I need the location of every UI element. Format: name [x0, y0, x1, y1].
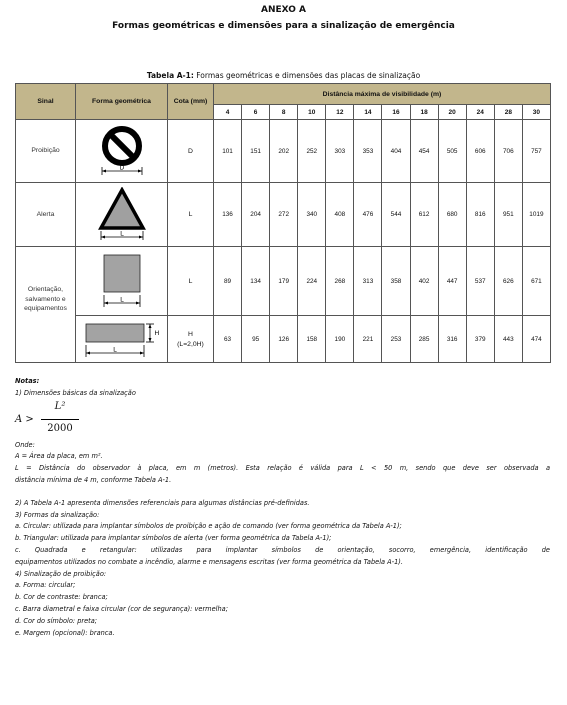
distance-header: 30 [522, 105, 550, 120]
value-cell: 671 [522, 247, 550, 316]
table-row-retangular [16, 316, 551, 363]
notes-heading: Notas: [15, 377, 40, 385]
value-cell: 126 [270, 316, 298, 363]
value-cell: 757 [522, 120, 550, 183]
value-cell: 285 [410, 316, 438, 363]
shape-dimension-label: D [119, 164, 124, 172]
distance-header: 18 [410, 105, 438, 120]
dimensions-table [15, 83, 551, 363]
note-onde: Onde: [15, 440, 35, 449]
header-sinal: Sinal [16, 84, 76, 120]
note-4d: d. Cor do símbolo: preta; [15, 616, 98, 625]
value-cell: 454 [410, 120, 438, 183]
header-distancia: Distância máxima de visibilidade (m) [214, 84, 551, 105]
formula-numerator: L² [54, 400, 66, 412]
distance-header: 16 [382, 105, 410, 120]
note-3c-line1: c. Quadrada e retangular: utilizadas para implantar símbolos de orientação, socorro, emergência, identificação de [15, 545, 550, 554]
note-3b: b. Triangular: utilizada para implantar símbolos de alerta (ver forma geométrica da Tabela A-1); [15, 534, 332, 543]
value-cell: 268 [326, 247, 354, 316]
value-cell: 202 [270, 120, 298, 183]
square-sign-icon [94, 251, 150, 311]
value-cell: 224 [298, 247, 326, 316]
warning-triangle-icon [94, 187, 150, 243]
value-cell: 816 [466, 183, 494, 247]
distance-header: 14 [354, 105, 382, 120]
distance-header: 28 [494, 105, 522, 120]
value-cell: 404 [382, 120, 410, 183]
value-cell: 951 [494, 183, 522, 247]
value-cell: 505 [438, 120, 466, 183]
annex-subtitle: Formas geométricas e dimensões para a sinalização de emergência [112, 21, 455, 31]
value-cell: 612 [410, 183, 438, 247]
formula-lhs: A > [15, 413, 34, 425]
note-def-a: A = Área da placa, em m². [15, 452, 103, 461]
value-cell: 252 [298, 120, 326, 183]
shape-dimension-label-h: H [154, 330, 159, 337]
cota-value: H [188, 330, 193, 338]
value-cell: 313 [354, 247, 382, 316]
note-3c-line2: equipamentos utilizados no combate a incêndio, alarme e mensagens escritas (ver forma geométrica da Tabela A-1). [15, 557, 403, 566]
sinal-cell: Orientação, salvamento e equipamentos [16, 247, 76, 363]
value-cell: 253 [382, 316, 410, 363]
header-forma: Forma geométrica [76, 84, 168, 120]
value-cell: 402 [410, 247, 438, 316]
note-def-l-line2: distância mínima de 4 m, conforme Tabela A-1. [15, 475, 172, 484]
note-3-heading: 3) Formas da sinalização: [15, 510, 100, 519]
shape-dimension-label: L [112, 346, 117, 354]
value-cell: 447 [438, 247, 466, 316]
value-cell: 95 [242, 316, 270, 363]
value-cell: 706 [494, 120, 522, 183]
value-cell: 101 [214, 120, 242, 183]
distance-header: 20 [438, 105, 466, 120]
prohibition-circle-icon [94, 123, 150, 179]
table-row-alerta [16, 183, 551, 247]
value-cell: 474 [522, 316, 550, 363]
cota-cell: L [168, 247, 214, 316]
table-caption-label: Tabela A-1: [146, 71, 194, 80]
note-2: 2) A Tabela A-1 apresenta dimensões referenciais para algumas distâncias pré-definidas. [15, 498, 310, 507]
value-cell: 151 [242, 120, 270, 183]
distance-header: 6 [242, 105, 270, 120]
note-4e: e. Margem (opcional): branca. [15, 628, 115, 637]
value-cell: 606 [466, 120, 494, 183]
value-cell: 537 [466, 247, 494, 316]
table-row-orientacao [16, 247, 551, 316]
shape-cell [76, 183, 168, 247]
note-4c: c. Barra diametral e faixa circular (cor de segurança): vermelha; [15, 604, 228, 613]
distance-header: 4 [214, 105, 242, 120]
value-cell: 316 [438, 316, 466, 363]
value-cell: 303 [326, 120, 354, 183]
note-4b: b. Cor de contraste: branca; [15, 593, 108, 602]
sinal-cell: Alerta [16, 183, 76, 247]
annex-title: ANEXO A [260, 5, 306, 15]
value-cell: 158 [298, 316, 326, 363]
shape-cell [76, 316, 168, 363]
cota-cell [168, 316, 214, 363]
value-cell: 134 [242, 247, 270, 316]
rectangle-sign-icon [82, 318, 162, 360]
value-cell: 63 [214, 316, 242, 363]
formula-denominator: 2000 [47, 422, 73, 434]
value-cell: 136 [214, 183, 242, 247]
value-cell: 408 [326, 183, 354, 247]
distance-header: 10 [298, 105, 326, 120]
value-cell: 379 [466, 316, 494, 363]
table-caption [0, 71, 567, 80]
table-row-proibicao [16, 120, 551, 183]
value-cell: 340 [298, 183, 326, 247]
formula-fraction-bar [41, 419, 79, 420]
cota-cell: L [168, 183, 214, 247]
notes-section [15, 376, 550, 639]
shape-cell [76, 247, 168, 316]
sinal-cell: Proibição [16, 120, 76, 183]
value-cell: 680 [438, 183, 466, 247]
cota-note: (L=2,0H) [177, 340, 204, 348]
distance-header: 8 [270, 105, 298, 120]
distance-header: 12 [326, 105, 354, 120]
value-cell: 1019 [522, 183, 550, 247]
value-cell: 190 [326, 316, 354, 363]
area-formula [15, 400, 550, 440]
value-cell: 272 [270, 183, 298, 247]
value-cell: 476 [354, 183, 382, 247]
value-cell: 179 [270, 247, 298, 316]
value-cell: 544 [382, 183, 410, 247]
value-cell: 221 [354, 316, 382, 363]
shape-dimension-label: L [119, 296, 124, 304]
value-cell: 443 [494, 316, 522, 363]
shape-dimension-label: L [119, 230, 124, 237]
distance-header: 24 [466, 105, 494, 120]
shape-cell [76, 120, 168, 183]
note-1-heading: 1) Dimensões básicas da sinalização [15, 388, 136, 397]
value-cell: 353 [354, 120, 382, 183]
cota-cell: D [168, 120, 214, 183]
value-cell: 204 [242, 183, 270, 247]
note-4-heading: 4) Sinalização de proibição: [15, 569, 107, 578]
note-def-l-line1: L = Distância do observador à placa, em m (metros). Esta relação é válida para L < 50 m, sendo que deve ser observada a [15, 464, 550, 473]
value-cell: 89 [214, 247, 242, 316]
header-cota: Cota (mm) [168, 84, 214, 120]
note-4a: a. Forma: circular; [15, 581, 76, 590]
value-cell: 626 [494, 247, 522, 316]
value-cell: 358 [382, 247, 410, 316]
table-caption-text: Formas geométricas e dimensões das placas de sinalização [193, 71, 421, 80]
note-3a: a. Circular: utilizada para implantar símbolos de proibição e ação de comando (ver forma geométrica da Tabela A-1); [15, 522, 402, 531]
